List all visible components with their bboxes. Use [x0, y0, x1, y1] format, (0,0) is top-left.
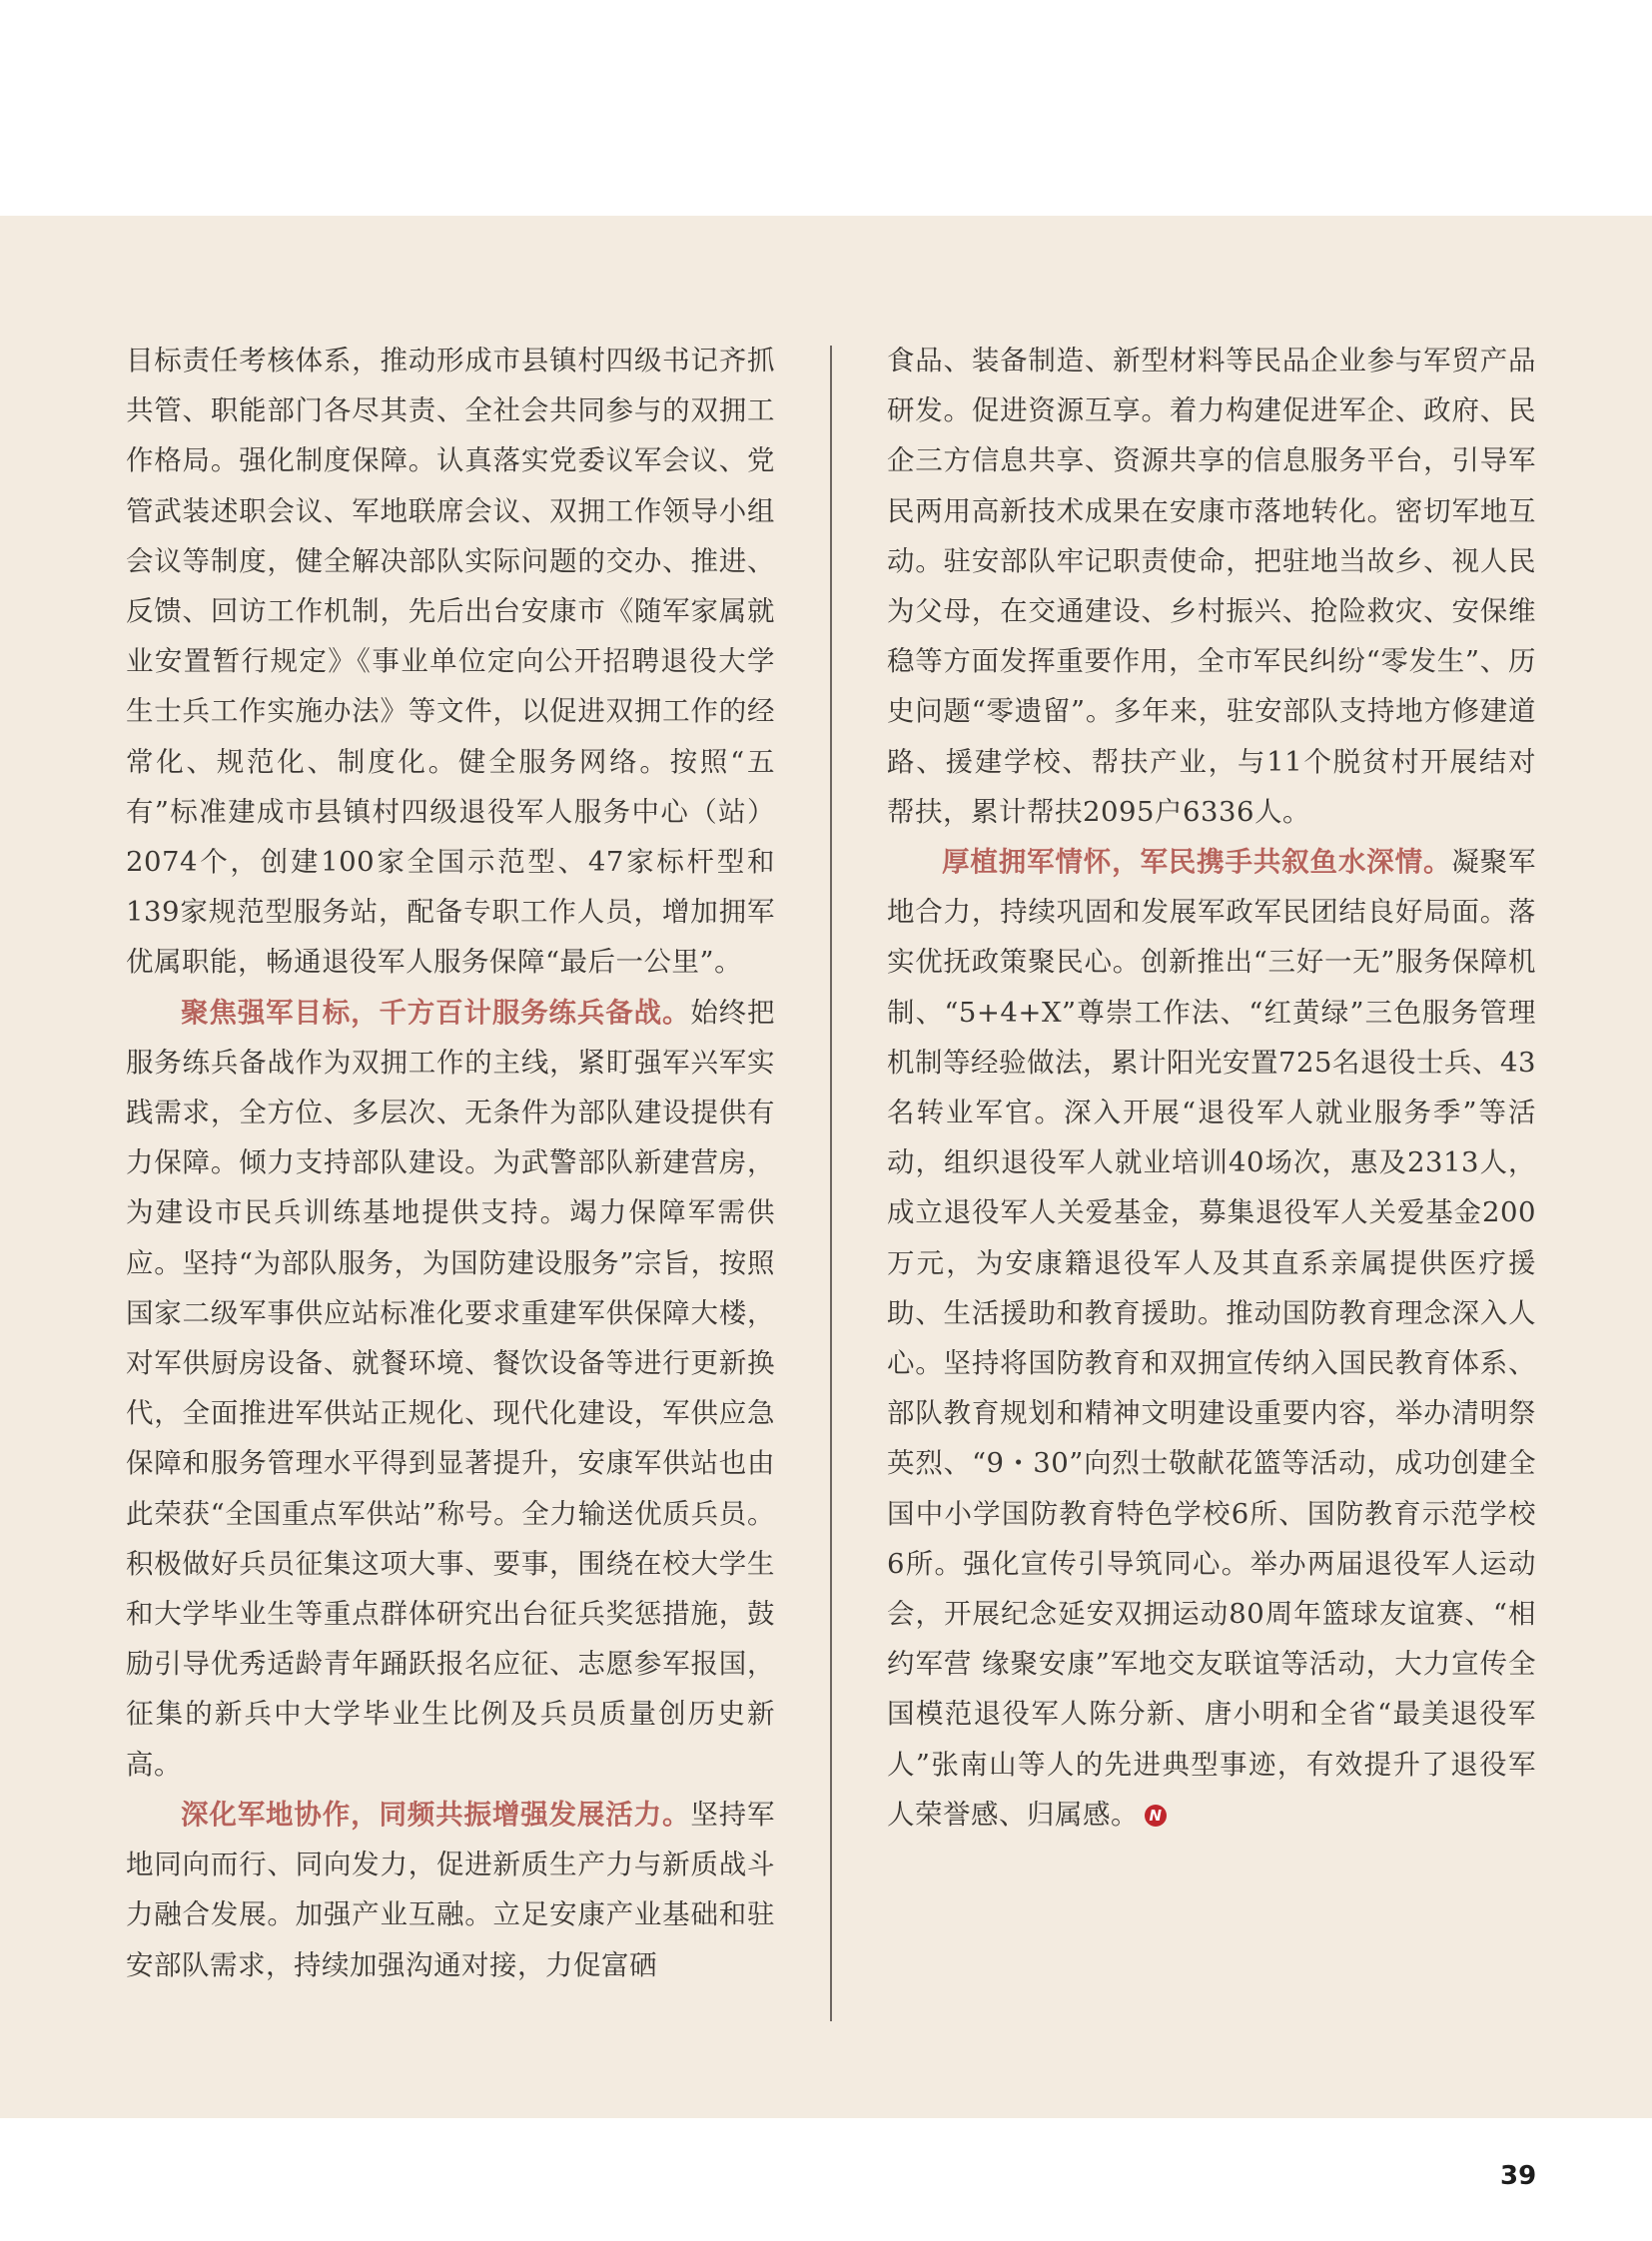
right-paragraph-2-body: 凝聚军地合力，持续巩固和发展军政军民团结良好局面。落实优抚政策聚民心。创新推出“三好一无”服务保障机制、“5+4+X”尊崇工作法、“红黄绿”三色服务管理机制等经验做法，累计阳光安置725名退役士兵、43名转业军官。深入开展“退役军人就业服务季”等活动，组织退役军人就业培训40场次，惠及2313人，成立退役军人关爱基金，募集退役军人关爱基金200万元，为安康籍退役军人及其直系亲属提供医疗援助、生活援助和教育援助。推动国防教育理念深入人心。坚持将国防教育和双拥宣传纳入国民教育体系、部队教育规划和精神文明建设重要内容，举办清明祭英烈、“9・30”向烈士敬献花篮等活动，成功创建全国中小学国防教育特色学校6所、国防教育示范学校6所。强化宣传引导筑同心。举办两届退役军人运动会，开展纪念延安双拥运动80周年篮球友谊赛、“相约军营 缘聚安康”军地交友联谊等活动，大力宣传全国模范退役军人陈分新、唐小明和全省“最美退役军人”张南山等人的先进典型事迹，有效提升了退役军人荣誉感、归属感。 [887, 846, 1537, 1831]
left-paragraph-3-body: 坚持军地同向而行、同向发力，促进新质生产力与新质战斗力融合发展。加强产业互融。立足安康产业基础和驻安部队需求，持续加强沟通对接，力促富硒 [126, 1798, 776, 1981]
page-number: 39 [1500, 2161, 1537, 2191]
left-paragraph-2 [126, 988, 775, 1790]
section-heading-military-civil-cooperation: 深化军地协作，同频共振增强发展活力。 [181, 1798, 691, 1831]
section-heading-military-goals: 聚焦强军目标，千方百计服务练兵备战。 [181, 996, 691, 1029]
left-text-column [126, 336, 775, 1990]
section-heading-support-army: 厚植拥军情怀，军民携手共叙鱼水深情。 [942, 846, 1452, 879]
right-text-column [887, 336, 1536, 1840]
right-paragraph-2 [887, 837, 1536, 1840]
column-divider [830, 346, 832, 2021]
left-paragraph-2-body: 始终把服务练兵备战作为双拥工作的主线，紧盯强军兴军实践需求，全方位、多层次、无条件为部队建设提供有力保障。倾力支持部队建设。为武警部队新建营房，为建设市民兵训练基地提供支持。竭力保障军需供应。坚持“为部队服务，为国防建设服务”宗旨，按照国家二级军事供应站标准化要求重建军供保障大楼，对军供厨房设备、就餐环境、餐饮设备等进行更新换代，全面推进军供站正规化、现代化建设，军供应急保障和服务管理水平得到显著提升，安康军供站也由此荣获“全国重点军供站”称号。全力输送优质兵员。积极做好兵员征集这项大事、要事，围绕在校大学生和大学毕业生等重点群体研究出台征兵奖惩措施，鼓励引导优秀适龄青年踊跃报名应征、志愿参军报国，征集的新兵中大学毕业生比例及兵员质量创历史新高。 [126, 996, 776, 1781]
left-paragraph-3 [126, 1790, 775, 1990]
left-paragraph-1: 目标责任考核体系，推动形成市县镇村四级书记齐抓共管、职能部门各尽其责、全社会共同参与的双拥工作格局。强化制度保障。认真落实党委议军会议、党管武装述职会议、军地联席会议、双拥工作领导小组会议等制度，健全解决部队实际问题的交办、推进、反馈、回访工作机制，先后出台安康市《随军家属就业安置暂行规定》《事业单位定向公开招聘退役大学生士兵工作实施办法》等文件，以促进双拥工作的经常化、规范化、制度化。健全服务网络。按照“五有”标准建成市县镇村四级退役军人服务中心（站）2074个，创建100家全国示范型、47家标杆型和139家规范型服务站，配备专职工作人员，增加拥军优属职能，畅通退役军人服务保障“最后一公里”。 [126, 345, 775, 979]
circled-n-logo-icon: N [1145, 1805, 1167, 1827]
right-paragraph-1: 食品、装备制造、新型材料等民品企业参与军贸产品研发。促进资源互享。着力构建促进军企、政府、民企三方信息共享、资源共享的信息服务平台，引导军民两用高新技术成果在安康市落地转化。密切军地互动。驻安部队牢记职责使命，把驻地当故乡、视人民为父母，在交通建设、乡村振兴、抢险救灾、安保维稳等方面发挥重要作用，全市军民纠纷“零发生”、历史问题“零遗留”。多年来，驻安部队支持地方修建道路、援建学校、帮扶产业，与11个脱贫村开展结对帮扶，累计帮扶2095户6336人。 [887, 345, 1536, 828]
